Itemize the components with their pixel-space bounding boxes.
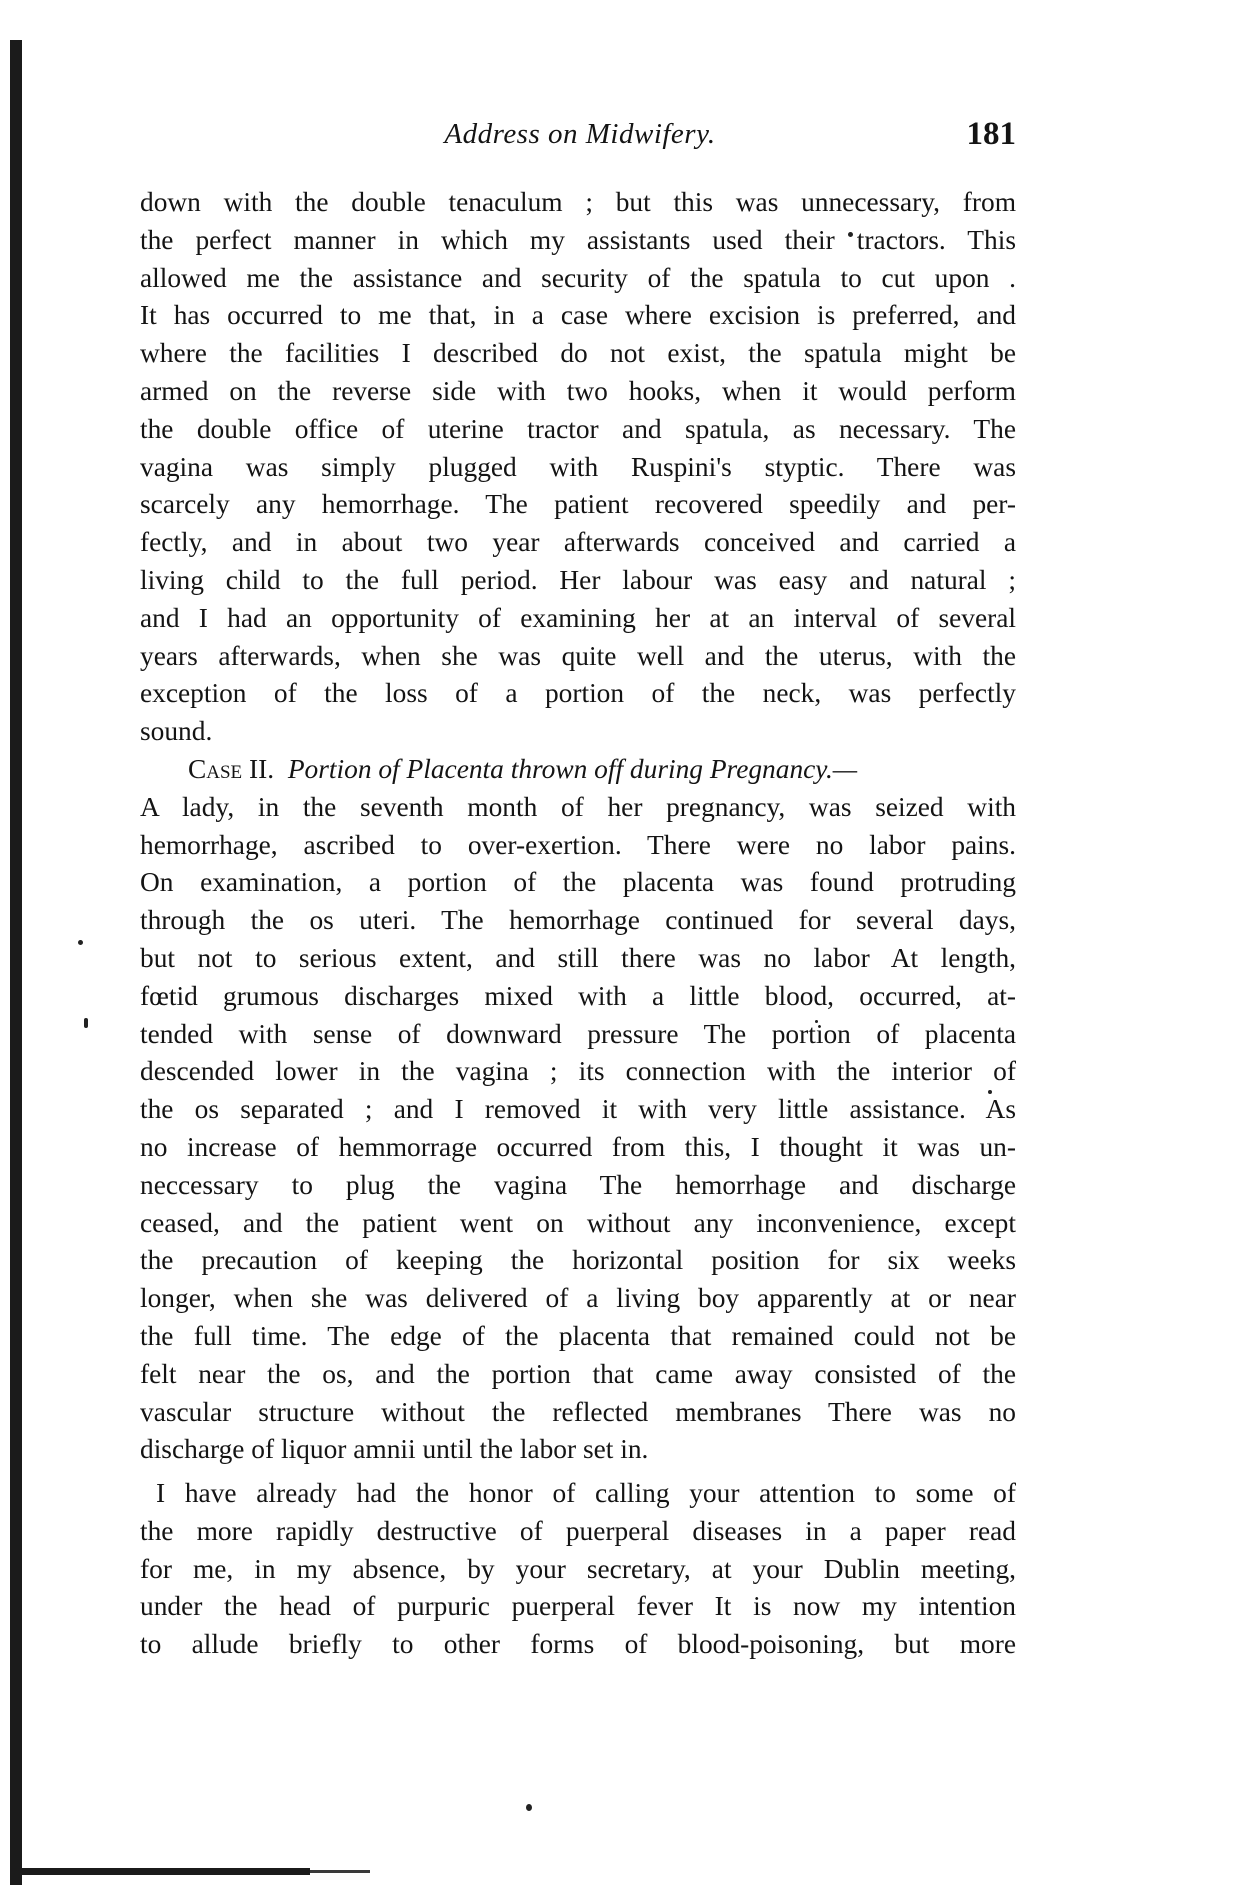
case-title: Portion of Placenta thrown off during Pregnancy.— (287, 753, 858, 784)
running-head (140, 118, 1016, 158)
case-heading-line (140, 751, 1016, 789)
text-line: where the facilities I described do not exist, the spatula might be (140, 338, 1016, 369)
text-line: neccessary to plug the vagina The hemorrhage and discharge (140, 1169, 1016, 1200)
text-line: tended with sense of downward pressure The portion of placenta (140, 1018, 1016, 1049)
text-line: scarcely any hemorrhage. The patient recovered speedily and per- (140, 489, 1016, 520)
text-line: living child to the full period. Her labour was easy and natural ; (140, 564, 1016, 595)
text-line: longer, when she was delivered of a living boy apparently at or near (140, 1283, 1016, 1314)
text-line: descended lower in the vagina ; its connection with the interior of (140, 1056, 1016, 1087)
text-line: exception of the loss of a portion of the neck, was perfectly (140, 678, 1016, 709)
text-line: the precaution of keeping the horizontal position for six weeks (140, 1245, 1016, 1276)
text-line: fectly, and in about two year afterwards conceived and carried a (140, 527, 1016, 558)
text-line: fœtid grumous discharges mixed with a little blood, occurred, at- (140, 980, 1016, 1011)
text-line: down with the double tenaculum ; but this was unnecessary, from (140, 187, 1016, 217)
text-line: On examination, a portion of the placenta was found protruding (140, 867, 1016, 898)
running-title: Address on Midwifery. (444, 118, 716, 150)
scan-speck (84, 1018, 88, 1028)
binding-foot (10, 1868, 310, 1875)
scan-speck (526, 1804, 532, 1811)
text-line: no increase of hemmorrage occurred from this, I thought it was un- (140, 1131, 1016, 1162)
page-number: 181 (966, 116, 1016, 152)
text-line: felt near the os, and the portion that came away consisted of the (140, 1358, 1016, 1389)
text-line: sound. (140, 716, 213, 747)
text-line: I have already had the honor of calling your attention to some of (156, 1478, 1016, 1509)
paragraph-3 (140, 1475, 1016, 1664)
text-line: through the os uteri. The hemorrhage continued for several days, (140, 905, 1016, 936)
text-line: under the head of purpuric puerperal fever It is now my intention (140, 1591, 1016, 1622)
paragraph-1 (140, 184, 1016, 751)
text-line: discharge of liquor amnii until the labor set in. (140, 1434, 649, 1465)
text-line: the os separated ; and I removed it with very little assistance. As (140, 1094, 1016, 1125)
text-line: the perfect manner in which my assistants used their tractors. This (140, 224, 1016, 255)
text-line: armed on the reverse side with two hooks, when it would perform (140, 375, 1016, 406)
text-line: allowed me the assistance and security of the spatula to cut upon . (140, 262, 1016, 293)
case-label: Case II. (188, 753, 275, 784)
text-line: hemorrhage, ascribed to over-exertion. There were no labor pains. (140, 829, 1016, 860)
text-line: A lady, in the seventh month of her pregnancy, was seized with (140, 791, 1016, 822)
text-line: It has occurred to me that, in a case where excision is preferred, and (140, 300, 1016, 331)
text-line: ceased, and the patient went on without any inconvenience, except (140, 1207, 1016, 1238)
body-text (140, 184, 1016, 1664)
text-line: vascular structure without the reflected membranes There was no (140, 1396, 1016, 1427)
text-line: vagina was simply plugged with Ruspini's styptic. There was (140, 451, 1016, 482)
text-line: the double office of uterine tractor and spatula, as necessary. The (140, 413, 1016, 444)
text-line: to allude briefly to other forms of blood-poisoning, but more (140, 1629, 1016, 1660)
text-line: the more rapidly destructive of puerperal diseases in a paper read (140, 1515, 1016, 1546)
scan-speck (78, 940, 83, 945)
text-line: years afterwards, when she was quite well and the uterus, with the (140, 640, 1016, 671)
paragraph-case-2 (140, 751, 1016, 1469)
text-line: but not to serious extent, and still there was no labor At length, (140, 942, 1016, 973)
text-line: the full time. The edge of the placenta that remained could not be (140, 1320, 1016, 1351)
text-line: for me, in my absence, by your secretary, at your Dublin meeting, (140, 1553, 1016, 1584)
binding-foot-tail (310, 1870, 370, 1873)
binding-edge (10, 40, 22, 1885)
text-line: and I had an opportunity of examining her at an interval of several (140, 602, 1016, 633)
